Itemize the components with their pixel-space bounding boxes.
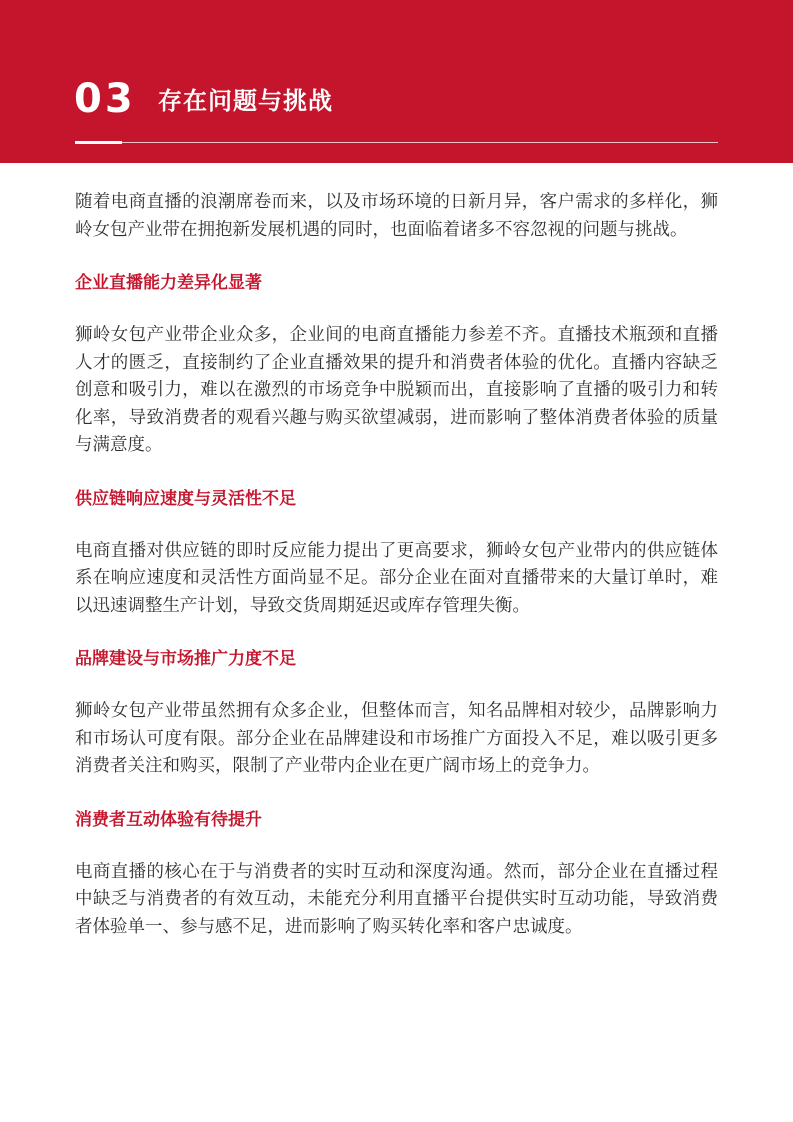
header-divider-accent [75,141,122,144]
header-band [0,0,793,163]
paragraph-brand-building: 狮岭女包产业带虽然拥有众多企业，但整体而言，知名品牌相对较少，品牌影响力和市场认可度有限。部分企业在品牌建设和市场推广方面投入不足，难以吸引更多消费者关注和购买，限制了产业带内企业在更广阔市场上的竞争力。 [75,701,718,776]
section-title: 存在问题与挑战 [158,87,333,115]
paragraph-direct-broadcast-capability: 狮岭女包产业带企业众多，企业间的电商直播能力参差不齐。直播技术瓶颈和直播人才的匮乏，直接制约了企业直播效果的提升和消费者体验的优化。直播内容缺乏创意和吸引力，难以在激烈的市场竞争中脱颖而出，直接影响了直播的吸引力和转化率，导致消费者的观看兴趣与购买欲望减弱，进而影响了整体消费者体验的质量与满意度。 [75,325,718,455]
sub-heading-consumer-interaction: 消费者互动体验有待提升 [75,809,262,830]
page-content [75,189,718,941]
sub-heading-supply-chain: 供应链响应速度与灵活性不足 [75,488,296,509]
paragraph-supply-chain: 电商直播对供应链的即时反应能力提出了更高要求，狮岭女包产业带内的供应链体系在响应速度和灵活性方面尚显不足。部分企业在面对直播带来的大量订单时，难以迅速调整生产计划，导致交货周期延迟或库存管理失衡。 [75,540,718,616]
header-divider-line [75,142,718,143]
sub-heading-brand-building: 品牌建设与市场推广力度不足 [75,649,296,669]
paragraph-consumer-interaction: 电商直播的核心在于与消费者的实时互动和深度沟通。然而，部分企业在直播过程中缺乏与消费者的有效互动，未能充分利用直播平台提供实时互动功能，导致消费者体验单一、参与感不足，进而影响了购买转化率和客户忠诚度。 [75,861,718,937]
sub-heading-direct-broadcast-capability: 企业直播能力差异化显著 [75,273,262,293]
intro-paragraph: 随着电商直播的浪潮席卷而来，以及市场环境的日新月异，客户需求的多样化，狮岭女包产业带在拥抱新发展机遇的同时，也面临着诸多不容忽视的问题与挑战。 [75,192,718,240]
section-number: 03 [74,76,136,122]
